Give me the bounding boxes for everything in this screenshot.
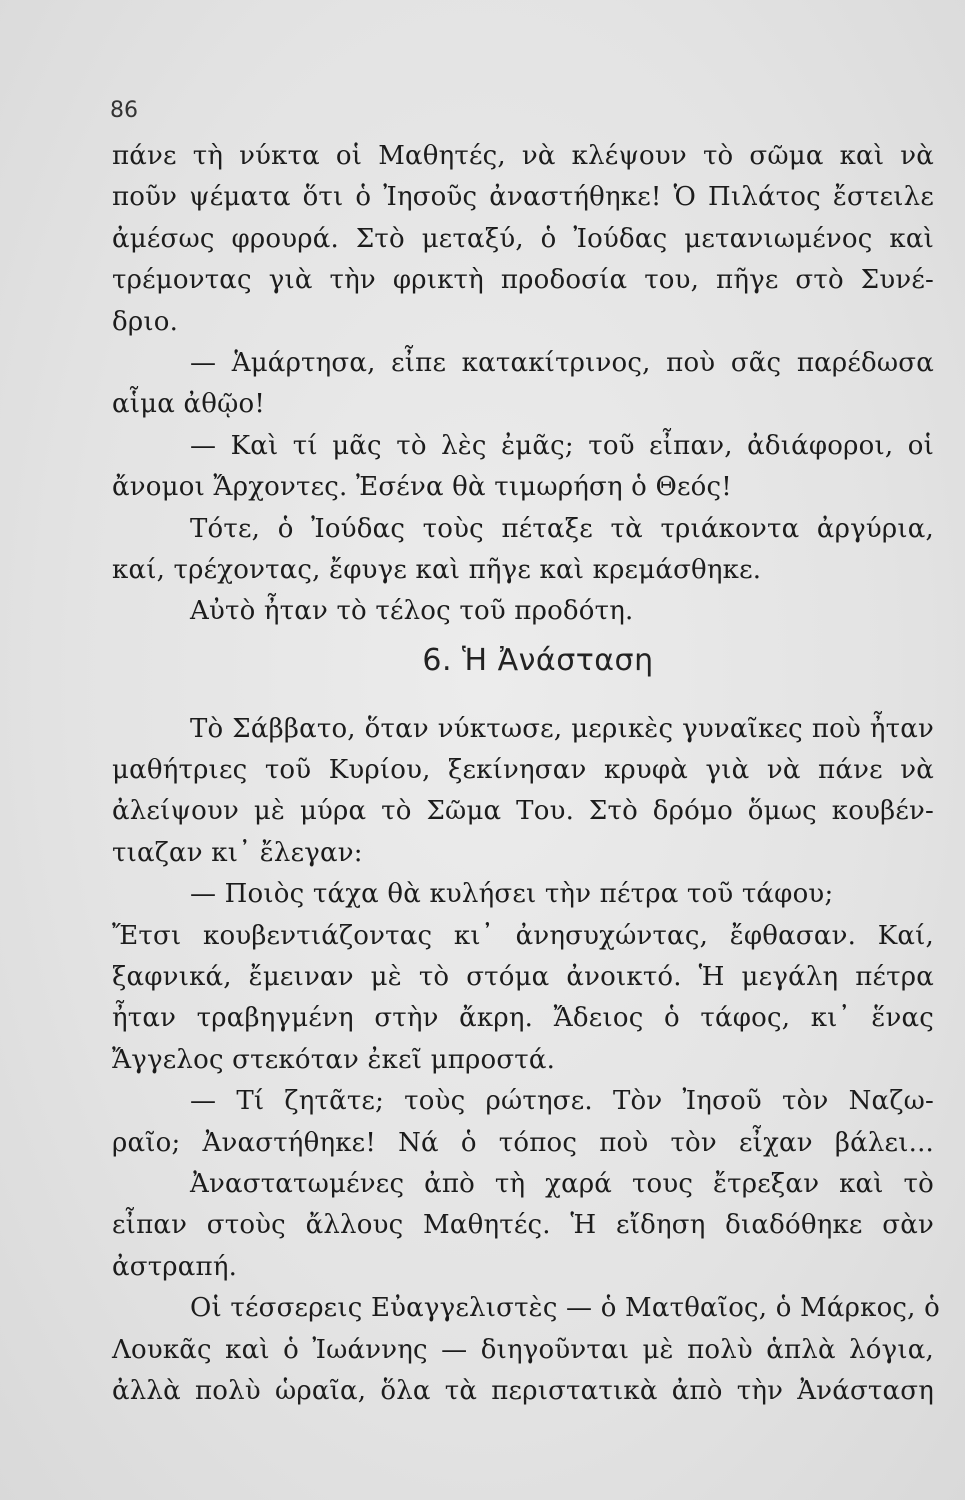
text-line: τρέμοντας γιὰ τὴν φρικτὴ προδοσία του, πῆγε στὸ Συνέ- [112,265,934,296]
body-text [112,136,940,1412]
text-line: — Ποιὸς τάχα θὰ κυλήσει τὴν πέτρα τοῦ τάφου; [190,879,834,910]
page-number: 86 [110,98,138,123]
text-line: — Τί ζητᾶτε; τοὺς ρώτησε. Τὸν Ἰησοῦ τὸν Ναζω- [190,1086,934,1117]
text-line: τιαζαν κι᾽ ἔλεγαν: [112,837,363,868]
text-line: ἀμέσως φρουρά. Στὸ μεταξύ, ὁ Ἰούδας μετανιωμένος καὶ [112,223,934,254]
text-line: Ἀναστατωμένες ἀπὸ τὴ χαρά τους ἔτρεξαν καὶ τὸ [190,1168,934,1199]
text-line: Ἔτσι κουβεντιάζοντας κι᾽ ἀνησυχώντας, ἔφθασαν. Καί, [112,920,934,951]
text-line: πάνε τὴ νύκτα οἱ Μαθητές, νὰ κλέψουν τὸ σῶμα καὶ νὰ [112,141,934,171]
text-line: ἀλλὰ πολὺ ὡραῖα, ὅλα τὰ περιστατικὰ ἀπὸ τὴν Ἀνάσταση [112,1375,934,1406]
text-line: αἷμα ἀθῷο! [112,389,265,420]
text-line: Τότε, ὁ Ἰούδας τοὺς πέταξε τὰ τριάκοντα ἀργύρια, [190,513,934,544]
text-line: Λουκᾶς καὶ ὁ Ἰωάννης — διηγοῦνται μὲ πολὺ ἁπλὰ λόγια, [112,1334,934,1365]
text-line: ξαφνικά, ἔμειναν μὲ τὸ στόμα ἀνοικτό. Ἡ μεγάλη πέτρα [112,962,934,993]
text-line: Αὐτὸ ἦταν τὸ τέλος τοῦ προδότη. [190,596,634,627]
text-line: ραῖο; Ἀναστήθηκε! Νά ὁ τόπος ποὺ τὸν εἶχαν βάλει... [112,1127,934,1158]
text-line: ἄνομοι Ἄρχοντες. Ἐσένα θὰ τιμωρήση ὁ Θεός! [112,472,732,503]
heading-spacer [112,689,934,709]
text-line: — Καὶ τί μᾶς τὸ λὲς ἐμᾶς; τοῦ εἶπαν, ἀδιάφοροι, οἱ [190,430,934,461]
text-line: ἦταν τραβηγμένη στὴν ἄκρη. Ἄδειος ὁ τάφος, κι᾽ ἕνας [112,1003,934,1034]
text-line: Τὸ Σάββατο, ὅταν νύκτωσε, μερικὲς γυναῖκες ποὺ ἦταν [190,713,934,744]
text-line: μαθήτριες τοῦ Κυρίου, ξεκίνησαν κρυφὰ γιὰ νὰ πάνε νὰ [112,755,934,786]
text-line: Ἄγγελος στεκόταν ἐκεῖ μπροστά. [112,1044,556,1075]
text-line: εἶπαν στοὺς ἄλλους Μαθητές. Ἡ εἴδηση διαδόθηκε σὰν [112,1210,934,1241]
paragraphs-after-heading [112,709,940,1413]
text-line: ἀστραπή. [112,1251,238,1282]
text-line: ποῦν ψέματα ὅτι ὁ Ἰησοῦς ἀναστήθηκε! Ὁ Πιλάτος ἔστειλε [112,182,934,213]
text-line: — Ἁμάρτησα, εἶπε κατακίτρινος, ποὺ σᾶς παρέδωσα [190,347,934,378]
text-line: Οἱ τέσσερεις Εὐαγγελιστὲς — ὁ Ματθαῖος, ὁ Μάρκος, ὁ [190,1293,940,1324]
section-heading: 6. Ἡ Ἀνάσταση [422,642,654,678]
text-line: δριο. [112,306,179,337]
text-line: καί, τρέχοντας, ἔφυγε καὶ πῆγε καὶ κρεμάσθηκε. [112,554,762,585]
text-line: ἀλείψουν μὲ μύρα τὸ Σῶμα Του. Στὸ δρόμο ὅμως κουβέν- [112,796,934,827]
paragraphs-before-heading [112,136,934,633]
